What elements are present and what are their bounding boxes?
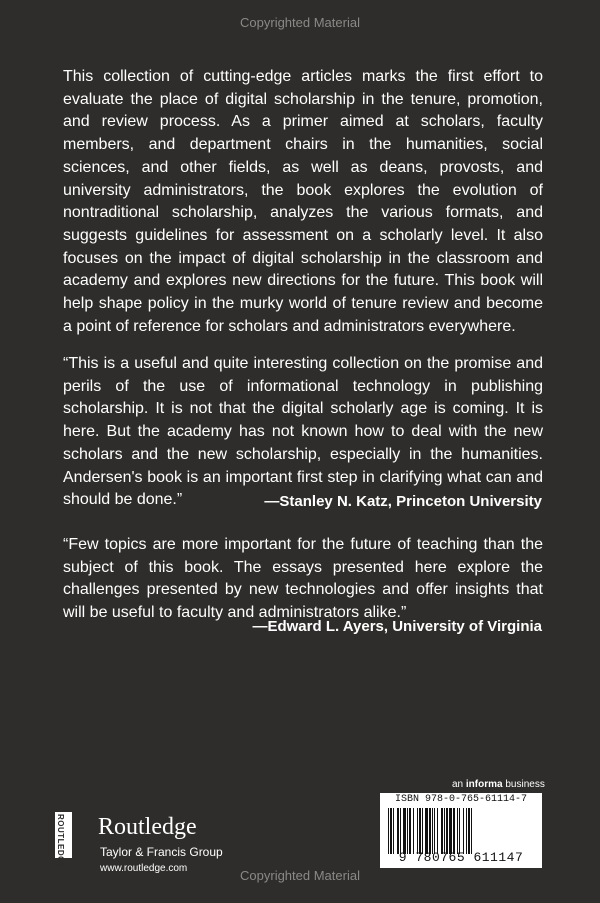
informa-brand: informa — [465, 779, 503, 790]
informa-tagline — [452, 779, 545, 790]
endorsement-quote-1: “This is a useful and quite interesting collection on the promise and perils of the use of informational technology in publishing scholarship. It is not that the digital scholarly age is coming. It is here. But the academy has not known how to deal with the new scholars and the new scholarship, especially in the humanities. Andersen's book is an important first step in clarifying what can and should be done.” — [63, 355, 543, 509]
publisher-url: www.routledge.com — [100, 863, 188, 874]
book-description: This collection of cutting-edge articles marks the first effort to evaluate the place of digital scholarship in the tenure, promotion, and review process. As a primer aimed at scholars, faculty members, and department chairs in the humanities, social sciences, and other fields, as well as deans, provosts, and university administrators, the book explores the evolution of nontraditional scholarship, analyzes the various formats, and suggests guidelines for assessment on a scholarly level. It also focuses on the impact of digital scholarship in the classroom and academy and explores new directions for the future. This book will help shape policy in the murky world of tenure review and become a point of reference for scholars and administrators everywhere. — [63, 68, 543, 335]
publisher-group: Taylor & Francis Group — [100, 845, 223, 859]
endorsement-attribution-2: —Edward L. Ayers, University of Virginia — [252, 618, 542, 635]
isbn-label: ISBN 978-0-765-61114-7 — [394, 794, 528, 805]
barcode-icon — [388, 808, 538, 854]
barcode-number: 9 780765 611147 — [398, 850, 524, 865]
watermark-top: Copyrighted Material — [240, 15, 360, 30]
watermark-bottom: Copyrighted Material — [240, 868, 360, 883]
routledge-logo-icon — [55, 812, 72, 869]
endorsement-attribution-1: —Stanley N. Katz, Princeton University — [264, 493, 542, 510]
publisher-name: Routledge — [98, 814, 197, 840]
informa-prefix: an — [452, 779, 466, 790]
barcode-box — [380, 793, 542, 868]
endorsement-quote-2: “Few topics are more important for the future of teaching than the subject of this book. The essays presented here explore the challenges presented by new technologies and offer insights that will be useful to faculty and administrators alike.” — [63, 536, 543, 622]
informa-suffix: business — [502, 779, 545, 790]
routledge-logo-mark-text: ROUTLEDGE — [56, 814, 65, 869]
